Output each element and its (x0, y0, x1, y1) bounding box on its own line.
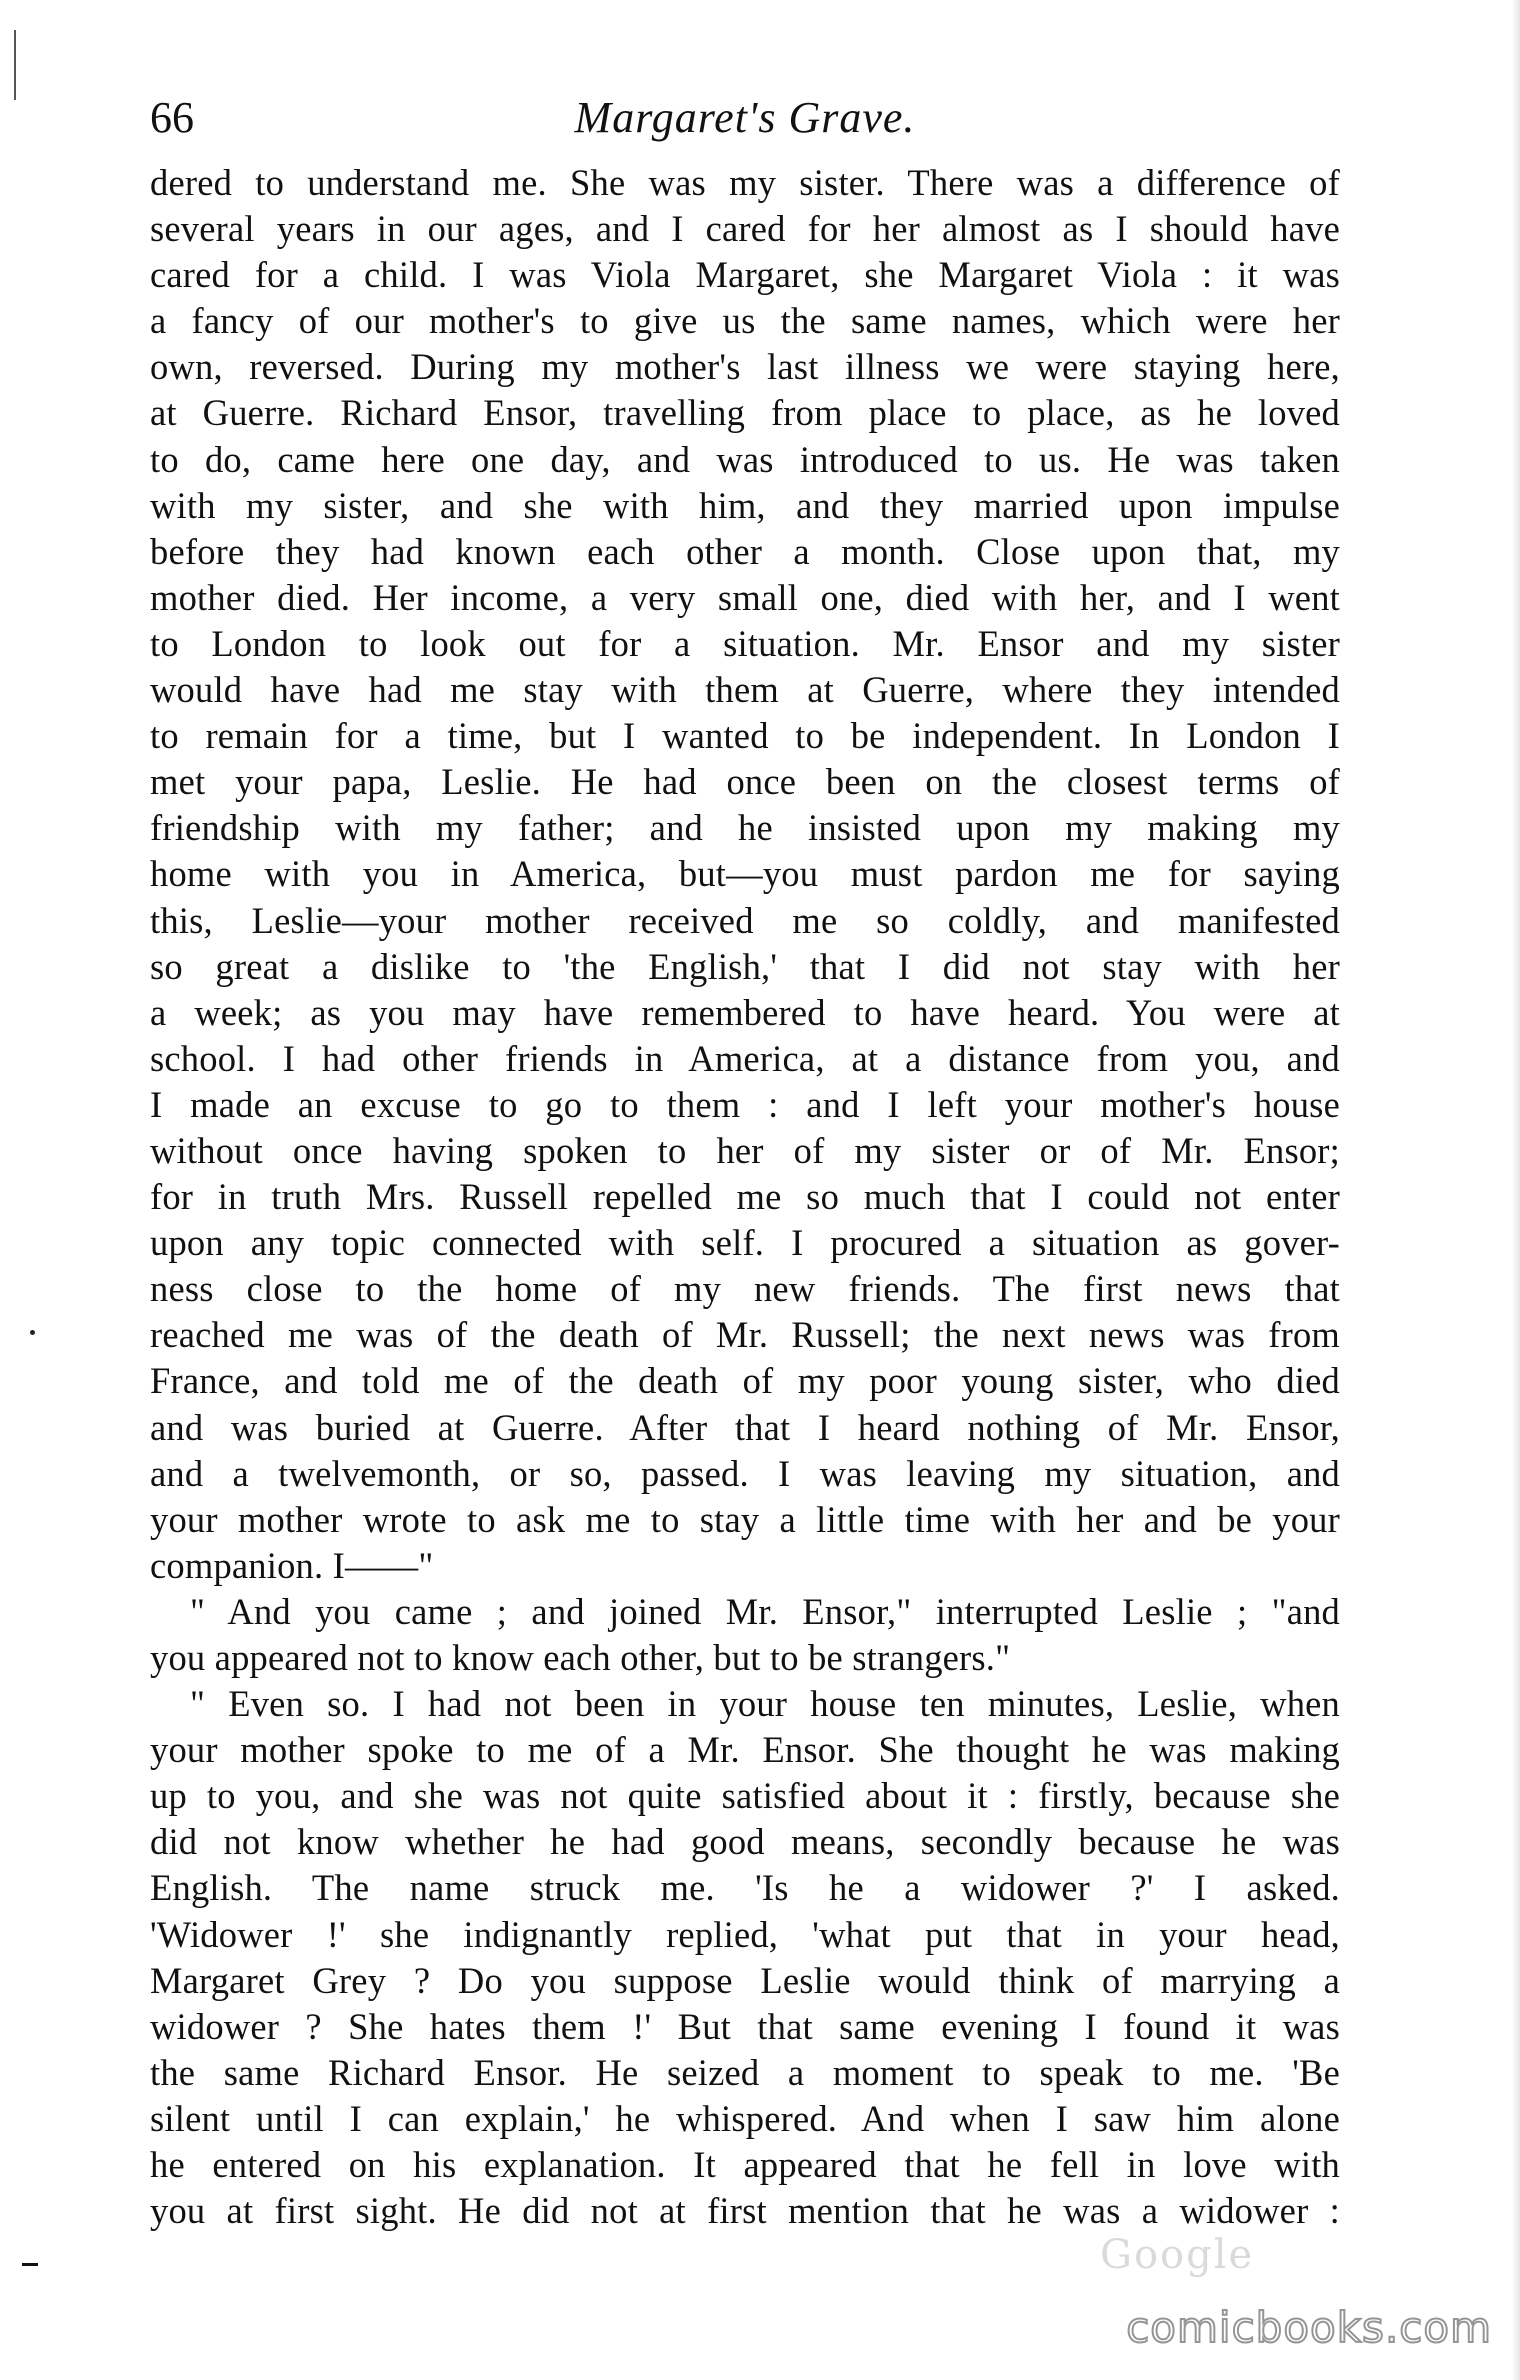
margin-tick-top (14, 30, 16, 100)
text-line: Margaret Grey ? Do you suppose Leslie would think of marrying a (150, 1959, 1340, 2001)
text-line: would have had me stay with them at Guerre, where they intended (150, 669, 1340, 711)
text-line: a week; as you may have remembered to have heard. You were at (150, 991, 1340, 1033)
text-line: before they had known each other a month. Close upon that, my (150, 530, 1340, 572)
text-line: for in truth Mrs. Russell repelled me so much that I could not enter (150, 1176, 1340, 1218)
text-line: you appeared not to know each other, but to be strangers." (150, 1637, 1011, 1678)
text-line: at Guerre. Richard Ensor, travelling from place to place, as he loved (150, 392, 1340, 434)
text-line: 'Widower !' she indignantly replied, 'what put that in your head, (150, 1913, 1340, 1955)
page-edge-shadow (1512, 0, 1520, 2380)
text-line: English. The name struck me. 'Is he a widower ?' I asked. (150, 1867, 1340, 1909)
body-text (150, 160, 1340, 2234)
text-line: met your papa, Leslie. He had once been on the closest terms of (150, 761, 1340, 803)
text-line: home with you in America, but—you must pardon me for saying (150, 853, 1340, 895)
text-line: several years in our ages, and I cared for her almost as I should have (150, 208, 1340, 250)
text-line: I made an excuse to go to them : and I left your mother's house (150, 1083, 1340, 1125)
text-line: this, Leslie—your mother received me so coldly, and manifested (150, 899, 1340, 941)
text-line: silent until I can explain,' he whispered. And when I saw him alone (150, 2097, 1340, 2139)
text-line: and a twelvemonth, or so, passed. I was leaving my situation, and (150, 1452, 1340, 1494)
scan-watermark: Google (1100, 2232, 1255, 2278)
text-line: own, reversed. During my mother's last illness we were staying here, (150, 346, 1340, 388)
text-line: you at first sight. He did not at first mention that he was a widower : (150, 2190, 1340, 2232)
text-line: reached me was of the death of Mr. Russell; the next news was from (150, 1314, 1340, 1356)
margin-dot (30, 1330, 35, 1335)
text-line: the same Richard Ensor. He seized a moment to speak to me. 'Be (150, 2051, 1340, 2093)
text-line: dered to understand me. She was my sister. There was a difference of (150, 162, 1340, 203)
text-line: to London to look out for a situation. Mr. Ensor and my sister (150, 622, 1340, 664)
text-line: up to you, and she was not quite satisfied about it : firstly, because she (150, 1775, 1340, 1817)
page-header (150, 88, 1340, 148)
text-line: companion. I——" (150, 1544, 434, 1586)
page-number: 66 (150, 93, 194, 142)
text-line: without once having spoken to her of my sister or of Mr. Ensor; (150, 1129, 1340, 1171)
text-line: a fancy of our mother's to give us the same names, which were her (150, 300, 1340, 342)
text-line: widower ? She hates them !' But that same evening I found it was (150, 2005, 1340, 2047)
text-line: France, and told me of the death of my poor young sister, who died (150, 1360, 1340, 1402)
text-line: your mother wrote to ask me to stay a little time with her and be your (150, 1498, 1340, 1540)
text-line: your mother spoke to me of a Mr. Ensor. She thought he was making (150, 1729, 1340, 1771)
site-watermark: comicbooks.com (1126, 2303, 1492, 2352)
text-line: and was buried at Guerre. After that I heard nothing of Mr. Ensor, (150, 1406, 1340, 1448)
text-line: so great a dislike to 'the English,' that I did not stay with her (150, 945, 1340, 987)
text-line: cared for a child. I was Viola Margaret, she Margaret Viola : it was (150, 254, 1340, 296)
text-line: school. I had other friends in America, at a distance from you, and (150, 1037, 1340, 1079)
text-line: " Even so. I had not been in your house ten minutes, Leslie, when (190, 1683, 1340, 1725)
text-line: with my sister, and she with him, and they married upon impulse (150, 484, 1340, 526)
text-line: he entered on his explanation. It appeared that he fell in love with (150, 2144, 1340, 2186)
text-line: " And you came ; and joined Mr. Ensor," interrupted Leslie ; "and (190, 1590, 1340, 1632)
text-line: did not know whether he had good means, secondly because he was (150, 1821, 1340, 1863)
margin-dash (22, 2263, 38, 2266)
running-title: Margaret's Grave. (574, 93, 916, 142)
text-line: upon any topic connected with self. I procured a situation as gover- (150, 1222, 1340, 1264)
text-line: ness close to the home of my new friends. The first news that (150, 1268, 1340, 1310)
text-line: to remain for a time, but I wanted to be independent. In London I (150, 715, 1340, 757)
text-line: friendship with my father; and he insisted upon my making my (150, 807, 1340, 849)
text-line: to do, came here one day, and was introduced to us. He was taken (150, 438, 1340, 480)
text-line: mother died. Her income, a very small one, died with her, and I went (150, 576, 1340, 618)
